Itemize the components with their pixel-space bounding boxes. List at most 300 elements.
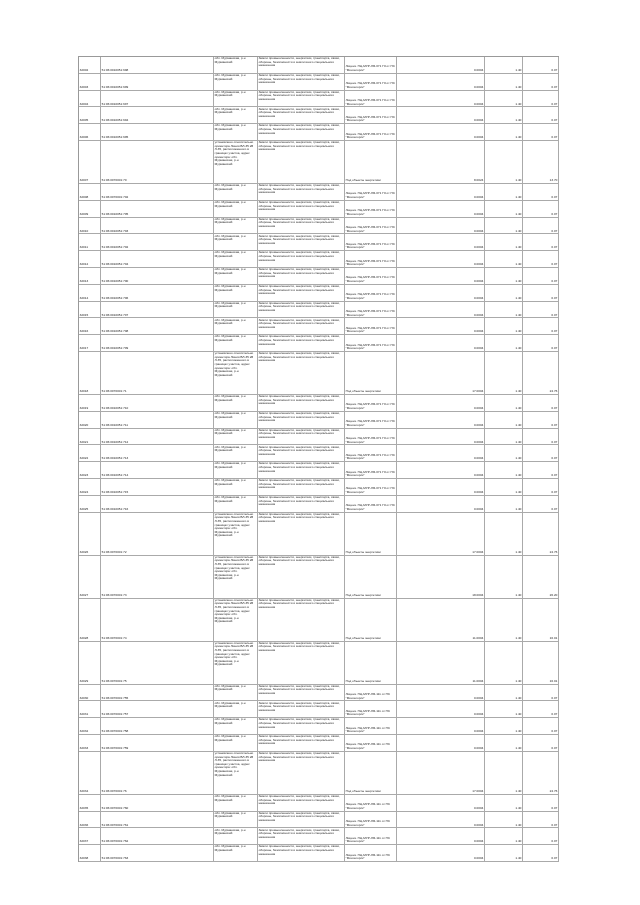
area-text: 0.0004 (473, 329, 484, 334)
land-category (258, 218, 345, 234)
coefficient (485, 107, 523, 123)
table-row (79, 479, 559, 496)
permitted-use (345, 752, 397, 794)
coefficient-text: 1.40 (515, 695, 522, 700)
land-category-text: Земли промышленности, энергетики, транспорта, связи, обороны, безопасности и земли иного специального назначения (258, 184, 340, 195)
cadastral-number (101, 201, 214, 217)
amount (523, 599, 559, 641)
address (214, 642, 258, 684)
row-number-text: 32005 (79, 118, 89, 123)
address-text: обл. Мурманская, р-н Мурманский (214, 57, 246, 64)
row-number (79, 218, 101, 234)
land-category (258, 795, 345, 811)
cadastral-number (101, 429, 214, 445)
row-number (79, 352, 101, 394)
cadastral-number-text: 51:06:0070001:71 (101, 389, 127, 394)
land-category-text: Земли промышленности, энергетики, транспорта, связи, обороны, безопасности и земли иного специального назначения (258, 318, 340, 329)
amount-text: 0.07 (551, 822, 558, 827)
row-number-text: 32027 (79, 592, 89, 597)
amount-text: 0.07 (551, 84, 558, 89)
land-category (258, 845, 345, 861)
table-row (79, 91, 559, 108)
cadastral-number (101, 352, 214, 394)
address-text: обл. Мурманская, р-н Мурманский (214, 318, 246, 326)
coefficient (485, 141, 523, 183)
row-number (79, 496, 101, 512)
coefficient (485, 395, 523, 411)
area-text: 18.0004 (472, 592, 484, 597)
coefficient-text: 1.40 (515, 788, 522, 793)
permitted-use (345, 513, 397, 555)
cadastral-number (101, 251, 214, 267)
cadastral-number-text: 51:06:0010051:705 (101, 211, 129, 216)
coefficient-text: 1.40 (515, 67, 522, 72)
cadastral-number (101, 57, 214, 73)
coefficient-text: 1.40 (515, 84, 522, 89)
amount (523, 302, 559, 318)
row-number-text: 32037 (79, 839, 89, 844)
permitted-use (345, 318, 397, 334)
land-category-text: Земли промышленности, энергетики, транспорта, связи, обороны, безопасности и земли иного специального назначения (258, 411, 340, 423)
row-number (79, 462, 101, 478)
row-number-text: 32028 (79, 635, 89, 640)
cadastral-number (101, 234, 214, 250)
address-text: обл. Мурманская, р-н Мурманский (214, 845, 246, 853)
row-number (79, 599, 101, 641)
amount-text: 0.07 (551, 211, 558, 216)
permitted-use (345, 124, 397, 140)
coefficient-text: 1.40 (515, 228, 522, 233)
coefficient-text: 1.40 (515, 262, 522, 267)
cadastral-number (101, 828, 214, 844)
permitted-use-text: Лиценз. ГЩ-МУР-ЛЯ-111 от ПС "Мончегорск" (345, 852, 391, 861)
permitted-use (345, 812, 397, 828)
coefficient-text: 1.40 (515, 118, 522, 123)
row-number (79, 335, 101, 351)
amount (523, 395, 559, 411)
amount (523, 685, 559, 701)
address-text: обл. Мурманская, р-н Мурманский (214, 794, 246, 802)
area-text: 0.0004 (473, 805, 484, 810)
table-row (79, 318, 559, 335)
amount-text: 0.07 (551, 228, 558, 233)
cadastral-number-text: 51:06:0010051:715 (101, 489, 129, 494)
cadastral-number (101, 479, 214, 495)
cadastral-number-text: 51:06:0010051:708 (101, 329, 129, 334)
address (214, 184, 258, 200)
table-row (79, 352, 559, 395)
area-text: 17.0004 (472, 389, 484, 394)
row-number-text: 32013 (79, 278, 89, 283)
cadastral-number-text: 51:06:0010051:707 (101, 312, 129, 317)
cadastral-number-text: 51:06:0010051:714 (101, 473, 129, 478)
coefficient (485, 556, 523, 598)
area (397, 91, 485, 107)
amount (523, 462, 559, 478)
table-row (79, 429, 559, 446)
amount (523, 412, 559, 428)
permitted-use (345, 828, 397, 844)
cadastral-number-text: 51:06:0010051:710 (101, 405, 129, 410)
permitted-use-text: Лиценз. ГЩ-МУР-ЛЯ-071 ГЗ от ПС "Мончегорск" (345, 191, 395, 199)
address (214, 285, 258, 301)
land-category (258, 445, 345, 461)
area-text: 0.0004 (473, 262, 484, 267)
area (397, 74, 485, 90)
permitted-use-text: Под объекты энергетики (345, 178, 381, 183)
cadastral-number-text: 51:06:0070001:762 (101, 839, 129, 844)
coefficient (485, 812, 523, 828)
cadastral-number (101, 462, 214, 478)
permitted-use-text: Лиценз. ГЩ-МУР-ЛЯ-111 от ПС "Мончегорск" (345, 691, 391, 700)
permitted-use (345, 251, 397, 267)
table-row (79, 795, 559, 812)
land-category-text: Земли промышленности, энергетики, транспорта, связи, обороны, безопасности и земли иного специального назначения (258, 555, 340, 567)
address-text: обл. Мурманская, р-н Мурманский (214, 90, 246, 98)
area (397, 268, 485, 284)
area-text: 11.0004 (472, 635, 484, 640)
row-number-text: 32003 (79, 84, 89, 89)
address-text: обл. Мурманская, р-н Мурманский (214, 395, 246, 402)
row-number-text: 32014 (79, 295, 89, 300)
amount-text: 0.07 (551, 489, 558, 494)
cadastral-number (101, 285, 214, 301)
amount-text: 0.07 (551, 745, 558, 750)
address-text: обл. Мурманская, р-н Мурманский (214, 107, 246, 115)
table-row (79, 57, 559, 74)
coefficient-text: 1.40 (515, 405, 522, 410)
permitted-use-text: Лиценз. ГЩ-МУР-ЛЯ-111 от ПС "Мончегорск" (345, 835, 391, 844)
land-category (258, 828, 345, 844)
cadastral-number-text: 51:06:0010051:698 (101, 67, 129, 72)
amount-text: 0.07 (551, 712, 558, 717)
address (214, 395, 258, 411)
row-number-text: 32035 (79, 805, 89, 810)
address (214, 828, 258, 844)
permitted-use (345, 685, 397, 701)
area (397, 141, 485, 183)
permitted-use-text: Лиценз. ГЩ-МУР-ЛЯ-071 ГЗ от ПС "Мончегорск" (345, 64, 395, 72)
table-row (79, 513, 559, 556)
coefficient-text: 1.40 (515, 178, 522, 183)
row-number-text: 32011 (79, 245, 88, 250)
area (397, 735, 485, 751)
amount (523, 828, 559, 844)
permitted-use-text: Под объекты энергетики (345, 549, 381, 554)
land-category-text: Земли промышленности, энергетики, транспорта, связи, обороны, безопасности и земли иного специального назначения (258, 284, 340, 296)
land-category-text: Земли промышленности, энергетики, транспорта, связи, обороны, безопасности и земли иного специального назначения (258, 479, 340, 490)
cadastral-number-text: 51:06:0070001:76 (101, 788, 127, 793)
address (214, 352, 258, 394)
address-text: обл. Мурманская, р-н Мурманский (214, 495, 246, 503)
cadastral-number (101, 107, 214, 123)
land-category (258, 412, 345, 428)
coefficient-text: 1.40 (515, 135, 522, 140)
amount (523, 445, 559, 461)
area (397, 218, 485, 234)
area-text: 0.0004 (473, 295, 484, 300)
land-category-text: Земли промышленности, энергетики, транспорта, связи, обороны, безопасности и земли иного специального назначения (258, 217, 340, 229)
address (214, 201, 258, 217)
permitted-use-text: Лиценз. ГЩ-МУР-ЛЯ-071 ГЗ от ПС "Мончегорск" (345, 503, 395, 511)
cadastral-number (101, 685, 214, 701)
row-number (79, 124, 101, 140)
amount (523, 556, 559, 598)
coefficient-text: 1.40 (515, 712, 522, 717)
address-text: обл. Мурманская, р-н Мурманский (214, 701, 246, 709)
coefficient-text: 1.40 (515, 856, 522, 861)
address (214, 752, 258, 794)
row-number (79, 91, 101, 107)
permitted-use (345, 335, 397, 351)
row-number-text: 32038 (79, 856, 89, 861)
cadastral-number-text: 51:06:0070001:757 (101, 712, 129, 717)
land-category (258, 107, 345, 123)
land-category-text: Земли промышленности, энергетики, транспорта, связи, обороны, безопасности и земли иного специального назначения (258, 794, 340, 806)
land-category (258, 812, 345, 828)
cadastral-number (101, 513, 214, 555)
row-number (79, 412, 101, 428)
coefficient (485, 412, 523, 428)
coefficient (485, 74, 523, 90)
amount (523, 184, 559, 200)
cadastral-number-text: 51:06:0070001:74 (101, 635, 127, 640)
amount (523, 124, 559, 140)
land-category (258, 718, 345, 734)
land-category (258, 556, 345, 598)
area-text: 0.0004 (473, 712, 484, 717)
land-category-text: Земли промышленности, энергетики, транспорта, связи, обороны, безопасности и земли иного специального назначения (258, 395, 340, 406)
cadastral-number (101, 845, 214, 861)
address (214, 462, 258, 478)
address (214, 234, 258, 250)
area (397, 124, 485, 140)
address (214, 845, 258, 861)
coefficient (485, 184, 523, 200)
permitted-use (345, 218, 397, 234)
coefficient-text: 1.40 (515, 805, 522, 810)
row-number-text: 32036 (79, 822, 89, 827)
address (214, 141, 258, 183)
table-row (79, 599, 559, 642)
coefficient-text: 1.40 (515, 506, 522, 511)
coefficient-text: 1.40 (515, 295, 522, 300)
permitted-use (345, 845, 397, 861)
permitted-use-text: Лиценз. ГЩ-МУР-ЛЯ-111 от ПС "Мончегорск" (345, 742, 391, 750)
cadastral-number-text: 51:06:0070001:72 (101, 549, 127, 554)
land-category-text: Земли промышленности, энергетики, транспорта, связи, обороны, безопасности и земли иного специального назначения (258, 735, 340, 746)
land-category-text: Земли промышленности, энергетики, транспорта, связи, обороны, безопасности и земли иного специального назначения (258, 828, 340, 839)
address (214, 218, 258, 234)
permitted-use-text: Лиценз. ГЩ-МУР-ЛЯ-111 от ПС "Мончегорск" (345, 708, 391, 717)
cadastral-number (101, 218, 214, 234)
address (214, 251, 258, 267)
row-number-text: 32002 (79, 67, 89, 72)
address-text: установлено относительно ориентира Линия ВЛ-35 кВ Л-35, расположенного в границах участка, адрес ориентира: обл. Мурманская, р-н Мурманский (214, 555, 254, 581)
amount (523, 107, 559, 123)
address (214, 479, 258, 495)
land-category (258, 335, 345, 351)
area (397, 184, 485, 200)
cadastral-number-text: 51:06:0010051:702 (101, 245, 129, 250)
permitted-use-text: Под объекты энергетики (345, 635, 381, 640)
cadastral-number (101, 445, 214, 461)
amount (523, 429, 559, 445)
area-text: 8.0024 (473, 178, 484, 183)
amount-text: 24.76 (549, 788, 558, 793)
coefficient (485, 462, 523, 478)
table-row (79, 141, 559, 184)
address (214, 718, 258, 734)
cadastral-number (101, 642, 214, 684)
amount-text: 0.07 (551, 506, 558, 511)
permitted-use-text: Лиценз. ГЩ-МУР-ЛЯ-071 ГЗ от ПС "Мончегорск" (345, 131, 395, 140)
land-category-text: Земли промышленности, энергетики, транспорта, связи, обороны, безопасности и земли иного специального назначения (258, 495, 340, 507)
area-text: 0.0004 (473, 101, 484, 106)
cadastral-number-text: 51:06:0010051:704 (101, 262, 129, 267)
land-category-text: Земли промышленности, энергетики, транспорта, связи, обороны, безопасности и земли иного специального назначения (258, 598, 340, 610)
address (214, 701, 258, 717)
cadastral-number (101, 302, 214, 318)
row-number-text: 32019 (79, 405, 89, 410)
row-number-text: 32034 (79, 788, 89, 793)
row-number (79, 141, 101, 183)
area (397, 251, 485, 267)
row-number-text: 32009 (79, 211, 89, 216)
permitted-use-text: Лиценз. ГЩ-МУР-ЛЯ-111 от ПС "Мончегорск" (345, 725, 391, 734)
land-category (258, 124, 345, 140)
land-category (258, 513, 345, 555)
permitted-use-text: Лиценз. ГЩ-МУР-ЛЯ-071 ГЗ от ПС "Мончегорск" (345, 97, 395, 106)
amount-text: 0.07 (551, 67, 558, 72)
cadastral-number (101, 718, 214, 734)
row-number-text: 32015 (79, 312, 89, 317)
permitted-use (345, 234, 397, 250)
coefficient (485, 718, 523, 734)
amount (523, 735, 559, 751)
table-row (79, 184, 559, 201)
cadastral-number (101, 412, 214, 428)
row-number (79, 479, 101, 495)
address (214, 91, 258, 107)
address (214, 124, 258, 140)
cadastral-number-text: 51:06:0070001:702 (101, 194, 129, 199)
cadastral-number (101, 735, 214, 751)
amount-text: 0.07 (551, 101, 558, 106)
cadastral-number-text: 51:06:0070001:759 (101, 745, 129, 750)
area-text: 0.0004 (473, 695, 484, 700)
cadastral-number-text: 51:06:0070001:760 (101, 805, 129, 810)
area (397, 685, 485, 701)
area-text: 0.0004 (473, 278, 484, 283)
row-number (79, 395, 101, 411)
coefficient-text: 1.40 (515, 211, 522, 216)
row-number-text: 32024 (79, 489, 89, 494)
land-category (258, 735, 345, 751)
permitted-use (345, 429, 397, 445)
row-number-text: 32018 (79, 389, 89, 394)
land-category-text: Земли промышленности, энергетики, транспорта, связи, обороны, безопасности и земли иного специального назначения (258, 90, 340, 102)
cadastral-number (101, 268, 214, 284)
amount (523, 74, 559, 90)
area-text: 0.0004 (473, 194, 484, 199)
cadastral-number-text: 51:06:0010051:695 (101, 135, 129, 140)
area (397, 479, 485, 495)
coefficient-text: 1.40 (515, 473, 522, 478)
coefficient (485, 496, 523, 512)
area-text: 0.0004 (473, 245, 484, 250)
row-number-text: 32006 (79, 135, 89, 140)
land-category (258, 91, 345, 107)
land-category-text: Земли промышленности, энергетики, транспорта, связи, обороны, безопасности и земли иного специального назначения (258, 462, 340, 473)
amount (523, 701, 559, 717)
area-text: 0.0004 (473, 135, 484, 140)
address (214, 496, 258, 512)
row-number (79, 642, 101, 684)
area-text: 0.0004 (473, 67, 484, 72)
address (214, 412, 258, 428)
area (397, 318, 485, 334)
address-text: обл. Мурманская, р-н Мурманский (214, 811, 246, 819)
table-row (79, 285, 559, 302)
area (397, 642, 485, 684)
table-row (79, 251, 559, 268)
land-category (258, 141, 345, 183)
row-number (79, 556, 101, 598)
cadastral-number-text: 51:06:0010051:703 (101, 228, 129, 233)
table-row (79, 718, 559, 735)
permitted-use-text: Лиценз. ГЩ-МУР-ЛЯ-071 ГЗ от ПС "Мончегорск" (345, 114, 395, 123)
amount (523, 845, 559, 861)
land-category-text: Земли промышленности, энергетики, транспорта, связи, обороны, безопасности и земли иного специального назначения (258, 251, 340, 262)
permitted-use (345, 496, 397, 512)
area (397, 302, 485, 318)
cadastral-number (101, 395, 214, 411)
permitted-use (345, 445, 397, 461)
cadastral-number (101, 701, 214, 717)
amount-text: 0.07 (551, 346, 558, 351)
cadastral-number (101, 752, 214, 794)
permitted-use (345, 462, 397, 478)
land-category (258, 701, 345, 717)
land-category-text: Земли промышленности, энергетики, транспорта, связи, обороны, безопасности и земли иного специального назначения (258, 301, 340, 313)
row-number-text: 32029 (79, 678, 89, 683)
table-row (79, 752, 559, 795)
permitted-use-text: Лиценз. ГЩ-МУР-ЛЯ-111 от ПС "Мончегорск" (345, 802, 391, 810)
area (397, 107, 485, 123)
cadastral-number (101, 599, 214, 641)
permitted-use (345, 735, 397, 751)
land-category-text: Земли промышленности, энергетики, транспорта, связи, обороны, безопасности и земли иного специального назначения (258, 352, 340, 363)
coefficient (485, 429, 523, 445)
coefficient-text: 1.40 (515, 312, 522, 317)
table-row (79, 124, 559, 141)
coefficient (485, 218, 523, 234)
row-number-text: 32031 (79, 712, 89, 717)
permitted-use-text: Лиценз. ГЩ-МУР-ЛЯ-071 ГЗ от ПС "Мончегорск" (345, 435, 395, 444)
permitted-use (345, 285, 397, 301)
coefficient (485, 124, 523, 140)
land-category (258, 752, 345, 794)
coefficient (485, 685, 523, 701)
table-row (79, 302, 559, 319)
amount (523, 496, 559, 512)
area-text: 0.0004 (473, 312, 484, 317)
cadastral-number-text: 51:06:0010051:699 (101, 84, 129, 89)
row-number (79, 752, 101, 794)
address-text: установлено относительно ориентира Линия ВЛ-35 кВ Л-35, расположенного в границах участка, адрес ориентира: обл. Мурманская, р-н Мурманский (214, 641, 254, 667)
amount-text: 0.07 (551, 856, 558, 861)
